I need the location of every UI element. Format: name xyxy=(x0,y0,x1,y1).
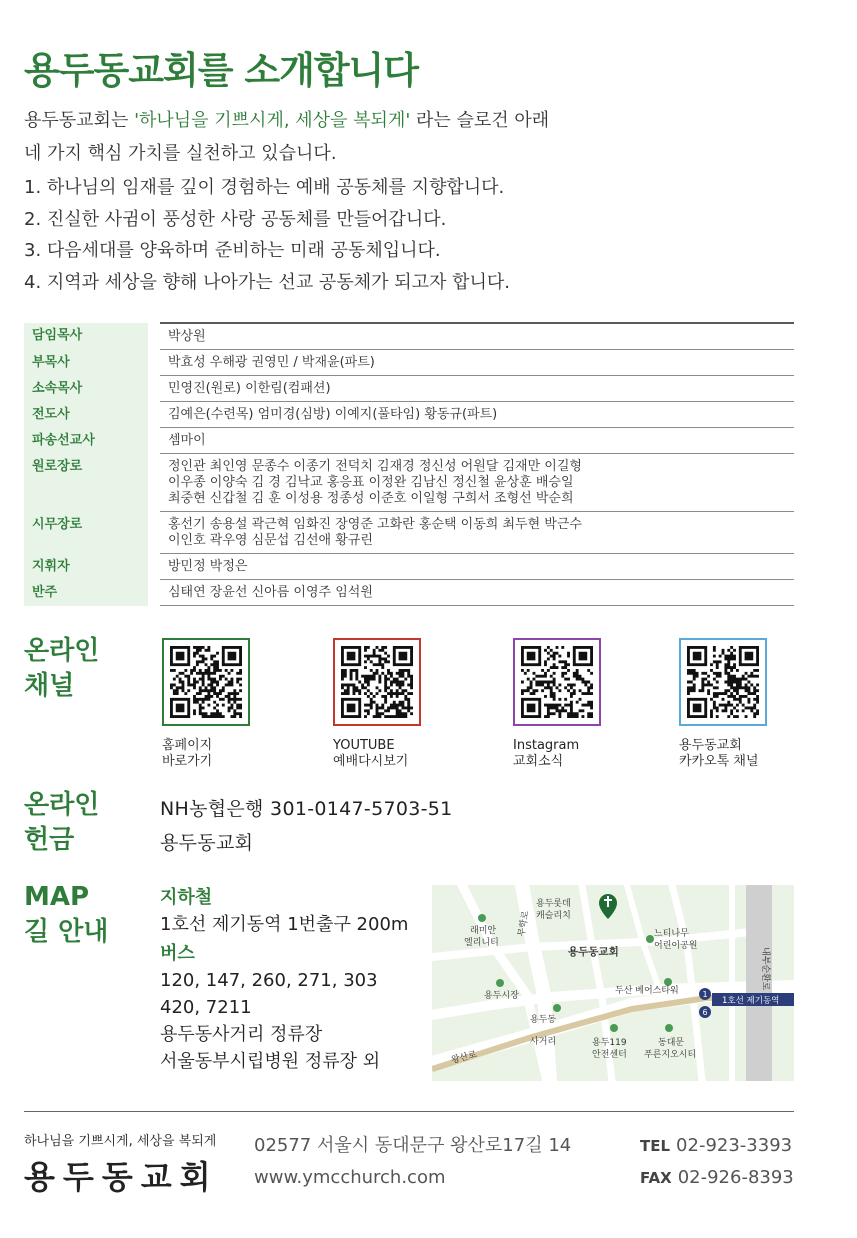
qr-label-line: 카카오톡 채널 xyxy=(679,754,759,769)
qr-label-line: 바로가기 xyxy=(162,754,213,769)
bus-line: 서울동부시립병원 정류장 외 xyxy=(160,1051,381,1072)
core-value-item: 1. 하나님의 임재를 깊이 경험하는 예배 공동체를 지향합니다. xyxy=(24,177,505,198)
map-label-crossroad: 사거리 xyxy=(530,1037,557,1047)
staff-names xyxy=(160,323,794,350)
staff-name-line: 홍선기 송용설 곽근혁 임화진 장영준 고화란 홍순택 이동희 최두현 박근수 xyxy=(168,517,582,532)
church-logo: 용두동교회 xyxy=(24,1158,219,1196)
subway-directions: 1호선 제기동역 1번출구 200m xyxy=(160,914,409,935)
map-label-church: 용두동교회 xyxy=(568,946,619,958)
staff-role: 부목사 xyxy=(24,350,148,376)
core-values-list xyxy=(24,172,510,298)
staff-name-line: 김예은(수련목) 엄미경(심방) 이예지(풀타임) 황동규(파트) xyxy=(168,407,498,422)
online-offering-heading xyxy=(24,788,99,858)
staff-row xyxy=(24,454,794,512)
staff-role: 원로장로 xyxy=(24,454,148,512)
qr-label-line: 용두동교회 xyxy=(679,738,742,753)
map-label-dongdaemun: 동대문 xyxy=(658,1038,685,1048)
staff-names xyxy=(160,376,794,402)
staff-role: 담임목사 xyxy=(24,323,148,350)
map-label-wangsan-road: 왕산로 xyxy=(450,1049,479,1066)
intro-text-before: 용두동교회는 xyxy=(24,110,135,131)
qr-label-line: Instagram xyxy=(513,738,580,753)
instagram-qr-label xyxy=(513,738,579,770)
staff-name-line: 방민정 박정은 xyxy=(168,559,248,574)
staff-role: 시무장로 xyxy=(24,512,148,554)
staff-role: 파송선교사 xyxy=(24,428,148,454)
staff-row xyxy=(24,402,794,428)
map-label-mugwa-road: 무학로 xyxy=(517,910,532,938)
staff-row xyxy=(24,428,794,454)
map-label-safety: 용두119 xyxy=(592,1038,627,1048)
staff-names xyxy=(160,428,794,454)
bus-title: 버스 xyxy=(160,943,195,964)
church-pin-icon xyxy=(599,894,617,919)
directions-info xyxy=(160,884,408,1075)
kakaotalk-qr-label xyxy=(679,738,758,770)
heading-line: 헌금 xyxy=(24,825,75,855)
intro-line-2: 네 가지 핵심 가치를 실천하고 있습니다. xyxy=(24,143,337,164)
staff-names xyxy=(160,512,794,554)
bank-account-info xyxy=(160,792,453,860)
map-label-neuti: 느티나무 xyxy=(654,929,689,939)
map-label-market: 용두시장 xyxy=(484,991,519,1001)
account-holder: 용두동교회 xyxy=(160,832,254,854)
tel-number: 02-923-3393 xyxy=(676,1135,793,1156)
staff-role: 지휘자 xyxy=(24,554,148,580)
fax-number: 02-926-8393 xyxy=(677,1167,794,1188)
location-map[interactable] xyxy=(432,885,794,1081)
intro-text xyxy=(24,104,814,170)
staff-name-line: 최중현 신갑철 김 훈 이성용 정종성 이준호 이일형 구희서 조형선 박순희 xyxy=(168,491,574,506)
heading-line: 온라인 xyxy=(24,790,100,820)
tel-line xyxy=(640,1130,794,1162)
footer-slogan: 하나님을 기쁘시게, 세상을 복되게 xyxy=(24,1134,217,1149)
online-channel-heading xyxy=(24,634,99,704)
map-label-lotte: 용두롯데 xyxy=(536,899,571,909)
map-label-exit-1: 1 xyxy=(702,990,708,999)
staff-row xyxy=(24,350,794,376)
intro-text-after: 라는 슬로건 아래 xyxy=(410,110,550,131)
staff-table xyxy=(24,322,794,606)
staff-names xyxy=(160,554,794,580)
staff-row xyxy=(24,554,794,580)
website-link[interactable]: www.ymcchurch.com xyxy=(254,1167,446,1188)
qr-label-line: YOUTUBE xyxy=(333,738,395,753)
staff-row xyxy=(24,376,794,402)
core-value-item: 2. 진실한 사귐이 풍성한 사랑 공동체를 만들어갑니다. xyxy=(24,208,447,230)
map-graphic xyxy=(432,885,794,1081)
subway-title: 지하철 xyxy=(160,887,213,908)
map-label-remian: 래미안 xyxy=(470,926,497,936)
core-value-item: 4. 지역과 세상을 향해 나아가는 선교 공동체가 되고자 합니다. xyxy=(24,271,510,293)
staff-name-line: 셈마이 xyxy=(168,433,206,448)
intro-line-1 xyxy=(24,104,814,137)
staff-name-line: 심태연 장윤선 신아름 이영주 임석원 xyxy=(168,585,373,600)
homepage-qr-code[interactable] xyxy=(162,638,250,726)
kakaotalk-qr-code[interactable] xyxy=(679,638,767,726)
bank-account-number: NH농협은행 301-0147-5703-51 xyxy=(160,798,453,820)
map-label-station: 1호선 제기동역 xyxy=(722,996,780,1006)
bus-line: 420, 7211 xyxy=(160,997,252,1018)
fax-label: FAX xyxy=(640,1169,672,1187)
staff-row xyxy=(24,512,794,554)
church-address: 02577 서울시 동대문구 왕산로17길 14 xyxy=(254,1135,572,1156)
qr-code-icon xyxy=(341,646,413,718)
qr-code-icon xyxy=(170,646,242,718)
staff-role: 소속목사 xyxy=(24,376,148,402)
staff-name-line: 이인호 곽우영 심문섭 김선애 황규린 xyxy=(168,533,373,548)
map-label-naebu-road: 내부순환로 xyxy=(760,947,770,991)
instagram-qr-code[interactable] xyxy=(513,638,601,726)
map-label-remian: 엘리니티 xyxy=(464,938,499,948)
staff-names xyxy=(160,580,794,606)
staff-role: 반주 xyxy=(24,580,148,606)
tel-label: TEL xyxy=(640,1137,671,1155)
qr-code-icon xyxy=(687,646,759,718)
youtube-qr-label xyxy=(333,738,408,770)
staff-name-line: 박상원 xyxy=(168,329,206,344)
map-label-safety: 안전센터 xyxy=(592,1050,627,1060)
qr-label-line: 교회소식 xyxy=(513,754,564,769)
staff-row xyxy=(24,323,794,350)
bus-line: 120, 147, 260, 271, 303 xyxy=(160,970,378,991)
staff-name-line: 이우종 이양숙 김 경 김낙교 홍응표 이정완 김남신 정신철 윤상훈 배승일 xyxy=(168,475,574,490)
qr-label-line: 홈페이지 xyxy=(162,738,213,753)
staff-row xyxy=(24,580,794,606)
heading-line: MAP xyxy=(24,882,90,912)
page-title: 용두동교회를 소개합니다 xyxy=(24,49,419,92)
map-label-doosan: 두산 베어스타워 xyxy=(615,986,679,996)
map-label-neuti: 어린이공원 xyxy=(654,941,698,951)
staff-role: 전도사 xyxy=(24,402,148,428)
map-heading xyxy=(24,880,108,950)
bus-line: 용두동사거리 정류장 xyxy=(160,1024,323,1045)
heading-line: 길 안내 xyxy=(24,917,109,947)
map-label-crossroad: 용두동 xyxy=(530,1015,557,1025)
footer-divider xyxy=(24,1111,794,1112)
map-label-lotte: 캐슬리치 xyxy=(536,911,571,921)
core-value-item: 3. 다음세대를 양육하며 준비하는 미래 공동체입니다. xyxy=(24,240,441,261)
youtube-qr-code[interactable] xyxy=(333,638,421,726)
map-label-dongdaemun: 푸른지오시티 xyxy=(644,1050,697,1060)
homepage-qr-label xyxy=(162,738,212,770)
heading-line: 채널 xyxy=(24,671,75,701)
staff-names xyxy=(160,454,794,512)
staff-names xyxy=(160,402,794,428)
map-label-exit-6: 6 xyxy=(702,1008,708,1017)
fax-line xyxy=(640,1162,794,1194)
staff-name-line: 민영진(원로) 이한림(컴패션) xyxy=(168,381,331,396)
qr-label-line: 예배다시보기 xyxy=(333,754,409,769)
intro-slogan: '하나님을 기쁘시게, 세상을 복되게' xyxy=(134,110,411,131)
staff-name-line: 박효성 우해광 권영민 / 박재윤(파트) xyxy=(168,355,375,370)
footer-contact xyxy=(640,1130,794,1194)
qr-code-icon xyxy=(521,646,593,718)
heading-line: 온라인 xyxy=(24,636,100,666)
staff-name-line: 정인관 최인영 문종수 이종기 전덕치 김재경 정신성 어원달 김재만 이길형 xyxy=(168,459,582,474)
footer-address-block xyxy=(254,1130,571,1194)
staff-names xyxy=(160,350,794,376)
